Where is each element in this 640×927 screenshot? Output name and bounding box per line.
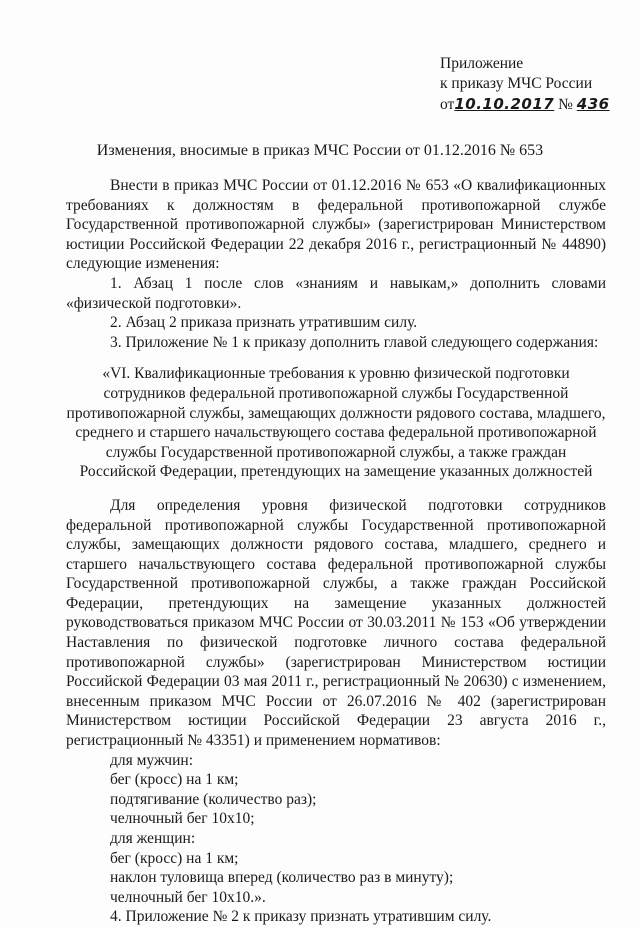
intro-paragraph: Внести в приказ МЧС России от 01.12.2016 № 653 «О квалификационных требованиях к должностям в федеральной противопожарной службе Государственной противопожарной службы» (зарегистрирован Министерством юстиции Российской Федерации 22 декабря 2016 г., регистрационный № 44890) следующие изменения: — [66, 177, 606, 273]
norm-line: подтягивание (количество раз); — [110, 790, 317, 808]
handwritten-number: 436 — [576, 95, 610, 113]
norm-line: челночный бег 10х10; — [110, 810, 255, 828]
item-1: 1. Абзац 1 после слов «знаниям и навыкам,» дополнить словами «физической подготовки». — [66, 274, 606, 312]
norm-line: для женщин: — [110, 830, 196, 847]
norm-line: наклон туловища вперед (количество раз в минуту); — [110, 869, 454, 887]
norm-line: для мужчин: — [110, 751, 193, 769]
norms-list — [66, 751, 606, 908]
norm-line: бег (кросс) на 1 км; — [110, 771, 239, 789]
item-2: 2. Абзац 2 приказа признать утратившим силу. — [110, 314, 418, 332]
handwritten-date: 10.10.2017 — [454, 95, 555, 113]
norm-line: бег (кросс) на 1 км; — [110, 849, 239, 867]
appendix-date-line — [440, 94, 610, 115]
document-title: Изменения, вносимые в приказ МЧС России от 01.12.2016 № 653 — [96, 142, 544, 159]
chapter-heading: «VI. Квалификационные требования к уровню физической подготовки сотрудников федеральной противопожарной службы Государственной противопожарной службы, замещающих должности рядового состава, младшего, среднего и старшего начальствующего состава федеральной противопожарной службы Государственной противопожарной службы, а также граждан Российской Федерации, претендующих на замещение указанных должностей — [66, 365, 606, 481]
chapter-paragraph: Для определения уровня физической подготовки сотрудников федеральной противопожарной службы Государственной противопожарной службы, замещающих должности рядового состава, младшего, среднего и старшего начальствующего состава федеральной противопожарной службы Государственной противопожарной службы, а также граждан Российской Федерации, претендующих на замещение указанных должностей руководствоваться приказом МЧС России от 30.03.2011 № 153 «Об утверждении Наставления по физической подготовке личного состава федеральной противопожарной службы» (зарегистрирован Министерством юстиции Российской Федерации 03 мая 2011 г., регистрационный № 20630) с изменением, внесенным приказом МЧС России от 26.07.2016 № 402 (зарегистрирован Министерством юстиции Российской Федерации 23 августа 2016 г., регистрационный № 43351) и применением нормативов: — [66, 496, 606, 750]
item-3: 3. Приложение № 1 к приказу дополнить главой следующего содержания: — [110, 333, 599, 351]
norm-line: челночный бег 10х10.». — [110, 888, 266, 906]
appendix-block — [440, 54, 610, 115]
document-body — [66, 176, 606, 927]
date-prefix: от — [440, 96, 455, 113]
appendix-label: Приложение — [440, 55, 524, 72]
appendix-order-ref: к приказу МЧС России — [440, 75, 593, 92]
number-prefix: № — [558, 96, 573, 113]
item-4: 4. Приложение № 2 к приказу признать утратившим силу. — [110, 908, 492, 926]
